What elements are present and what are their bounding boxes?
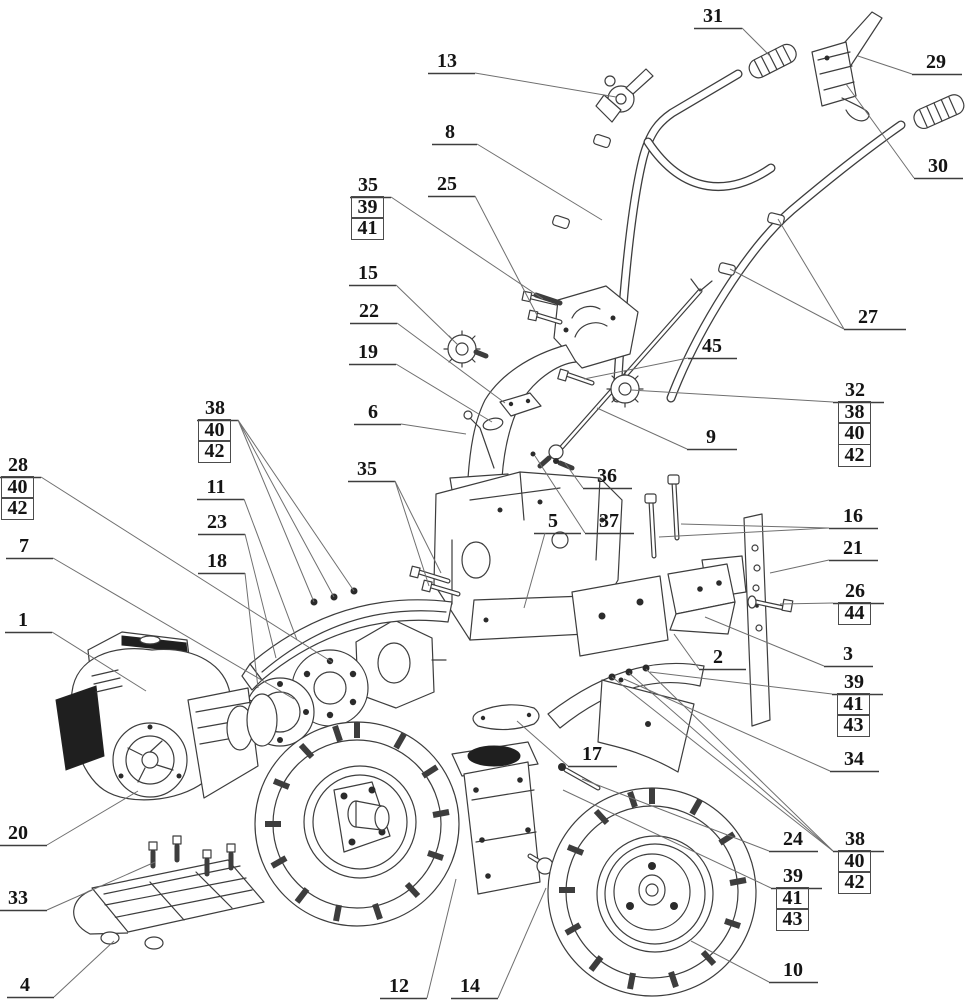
callout-38-40-42: [836, 828, 874, 894]
callout-31: [694, 5, 732, 28]
part-number-36: 36: [597, 465, 617, 487]
leader-line: [401, 424, 466, 434]
part-number-24: 24: [783, 828, 803, 850]
part-number-28: 28: [8, 454, 28, 476]
callout-27: [849, 306, 887, 329]
part-number-22: 22: [359, 300, 379, 322]
callout-19: [349, 341, 387, 364]
part-number-17: 17: [582, 743, 602, 765]
leader-line: [742, 28, 770, 56]
leader-line: [477, 144, 602, 220]
part-number-41: 41: [776, 887, 809, 910]
part-number-16: 16: [843, 505, 863, 527]
part-number-29: 29: [926, 51, 946, 73]
part-number-26: 26: [845, 580, 865, 602]
part-number-20: 20: [8, 822, 28, 844]
callout-34: [835, 748, 873, 771]
part-number-30: 30: [928, 155, 948, 177]
part-number-37: 37: [599, 510, 619, 532]
callout-35-39-41: [349, 174, 387, 240]
callout-11: [197, 476, 235, 499]
leader-line: [47, 791, 138, 845]
part-number-15: 15: [358, 262, 378, 284]
callout-23: [198, 511, 236, 534]
brake-lever-sketch: [812, 12, 882, 121]
callout-15: [349, 262, 387, 285]
part-number-23: 23: [207, 511, 227, 533]
callout-45: [693, 335, 731, 358]
part-number-18: 18: [207, 550, 227, 572]
part-number-32: 32: [845, 379, 865, 401]
leader-line: [396, 364, 492, 422]
part-number-21: 21: [843, 537, 863, 559]
leader-line: [238, 420, 334, 597]
callout-26-44: [836, 580, 874, 625]
left-grip: [746, 41, 799, 81]
leader-line: [396, 285, 458, 345]
part-number-4: 4: [20, 974, 30, 996]
callout-32-38-40-42: [836, 379, 874, 467]
callout-2: [699, 646, 737, 669]
leader-line: [391, 197, 543, 299]
part-number-7: 7: [19, 535, 29, 557]
callout-29: [917, 51, 955, 74]
leader-line: [41, 477, 332, 662]
callout-37: [590, 510, 628, 533]
leader-line: [858, 56, 912, 74]
part-number-12: 12: [389, 975, 409, 997]
part-number-35: 35: [357, 458, 377, 480]
part-number-2: 2: [713, 646, 723, 668]
air-filter: [56, 686, 104, 770]
leader-line: [475, 73, 616, 97]
leader-line: [238, 420, 354, 591]
callout-24: [774, 828, 812, 851]
callout-10: [774, 959, 812, 982]
part-number-5: 5: [548, 510, 558, 532]
callout-20: [0, 822, 37, 845]
part-number-35: 35: [358, 174, 378, 196]
callout-1: [4, 609, 42, 632]
callout-35: [348, 458, 386, 481]
base-frame-sketch: [74, 836, 264, 949]
leader-line: [730, 269, 844, 329]
callout-39-41-43: [774, 865, 812, 931]
part-number-40: 40: [838, 850, 871, 873]
callout-38-40-42: [196, 397, 234, 463]
star-knob-15: [444, 331, 486, 367]
part-number-34: 34: [844, 748, 864, 770]
callout-3: [829, 643, 867, 666]
leader-line: [846, 84, 914, 178]
part-number-38: 38: [205, 397, 225, 419]
callout-4: [6, 974, 44, 997]
callout-25: [428, 173, 466, 196]
leader-line: [397, 323, 505, 403]
part-number-39: 39: [844, 671, 864, 693]
part-number-42: 42: [838, 444, 871, 467]
callout-5: [534, 510, 572, 533]
part-number-25: 25: [437, 173, 457, 195]
callout-36: [588, 465, 626, 488]
recoil-starter: [113, 723, 187, 797]
part-number-42: 42: [1, 497, 34, 520]
leader-line: [475, 196, 538, 317]
leader-line: [597, 408, 687, 449]
part-number-13: 13: [437, 50, 457, 72]
engine-sketch: [56, 632, 277, 800]
callout-14: [451, 975, 489, 998]
leader-line: [778, 219, 844, 329]
part-number-1: 1: [18, 609, 28, 631]
part-number-41: 41: [837, 693, 870, 716]
callout-18: [198, 550, 236, 573]
part-number-40: 40: [198, 419, 231, 442]
callout-13: [428, 50, 466, 73]
part-number-14: 14: [460, 975, 480, 997]
leader-line: [498, 888, 546, 998]
part-number-33: 33: [8, 887, 28, 909]
callout-12: [380, 975, 418, 998]
callout-7: [5, 535, 43, 558]
part-number-39: 39: [783, 865, 803, 887]
part-number-42: 42: [198, 440, 231, 463]
part-number-27: 27: [858, 306, 878, 328]
part-number-3: 3: [843, 643, 853, 665]
part-number-6: 6: [368, 401, 378, 423]
part-number-42: 42: [838, 871, 871, 894]
right-wheel-sketch: [548, 788, 756, 996]
part-number-9: 9: [706, 426, 716, 448]
left-wheel-sketch: [255, 722, 459, 926]
leader-line: [395, 481, 441, 573]
part-number-11: 11: [206, 476, 226, 498]
part-number-40: 40: [1, 476, 34, 499]
callout-30: [919, 155, 957, 178]
callout-39-41-43: [835, 671, 873, 737]
right-grip: [911, 92, 967, 131]
leader-line: [631, 390, 833, 402]
part-number-38: 38: [845, 828, 865, 850]
part-number-19: 19: [358, 341, 378, 363]
callout-8: [431, 121, 469, 144]
part-number-40: 40: [838, 422, 871, 445]
part-number-8: 8: [445, 121, 455, 143]
leader-line: [238, 420, 314, 602]
callout-6: [354, 401, 392, 424]
callout-21: [834, 537, 872, 560]
part-number-39: 39: [351, 196, 384, 219]
callout-22: [350, 300, 388, 323]
part-number-31: 31: [703, 5, 723, 27]
callout-28-40-42: [0, 454, 37, 520]
leader-line: [770, 560, 829, 573]
part-number-44: 44: [838, 602, 871, 625]
leader-line: [244, 499, 297, 640]
callout-17: [573, 743, 611, 766]
part-number-38: 38: [838, 401, 871, 424]
part-number-45: 45: [702, 335, 722, 357]
part-number-41: 41: [351, 217, 384, 240]
callout-33: [0, 887, 37, 910]
callout-16: [834, 505, 872, 528]
part-number-43: 43: [837, 714, 870, 737]
leader-line: [245, 534, 276, 658]
callout-9: [692, 426, 730, 449]
leader-line: [54, 941, 114, 997]
star-knob-32: [607, 371, 643, 407]
part-number-43: 43: [776, 908, 809, 931]
part-number-10: 10: [783, 959, 803, 981]
